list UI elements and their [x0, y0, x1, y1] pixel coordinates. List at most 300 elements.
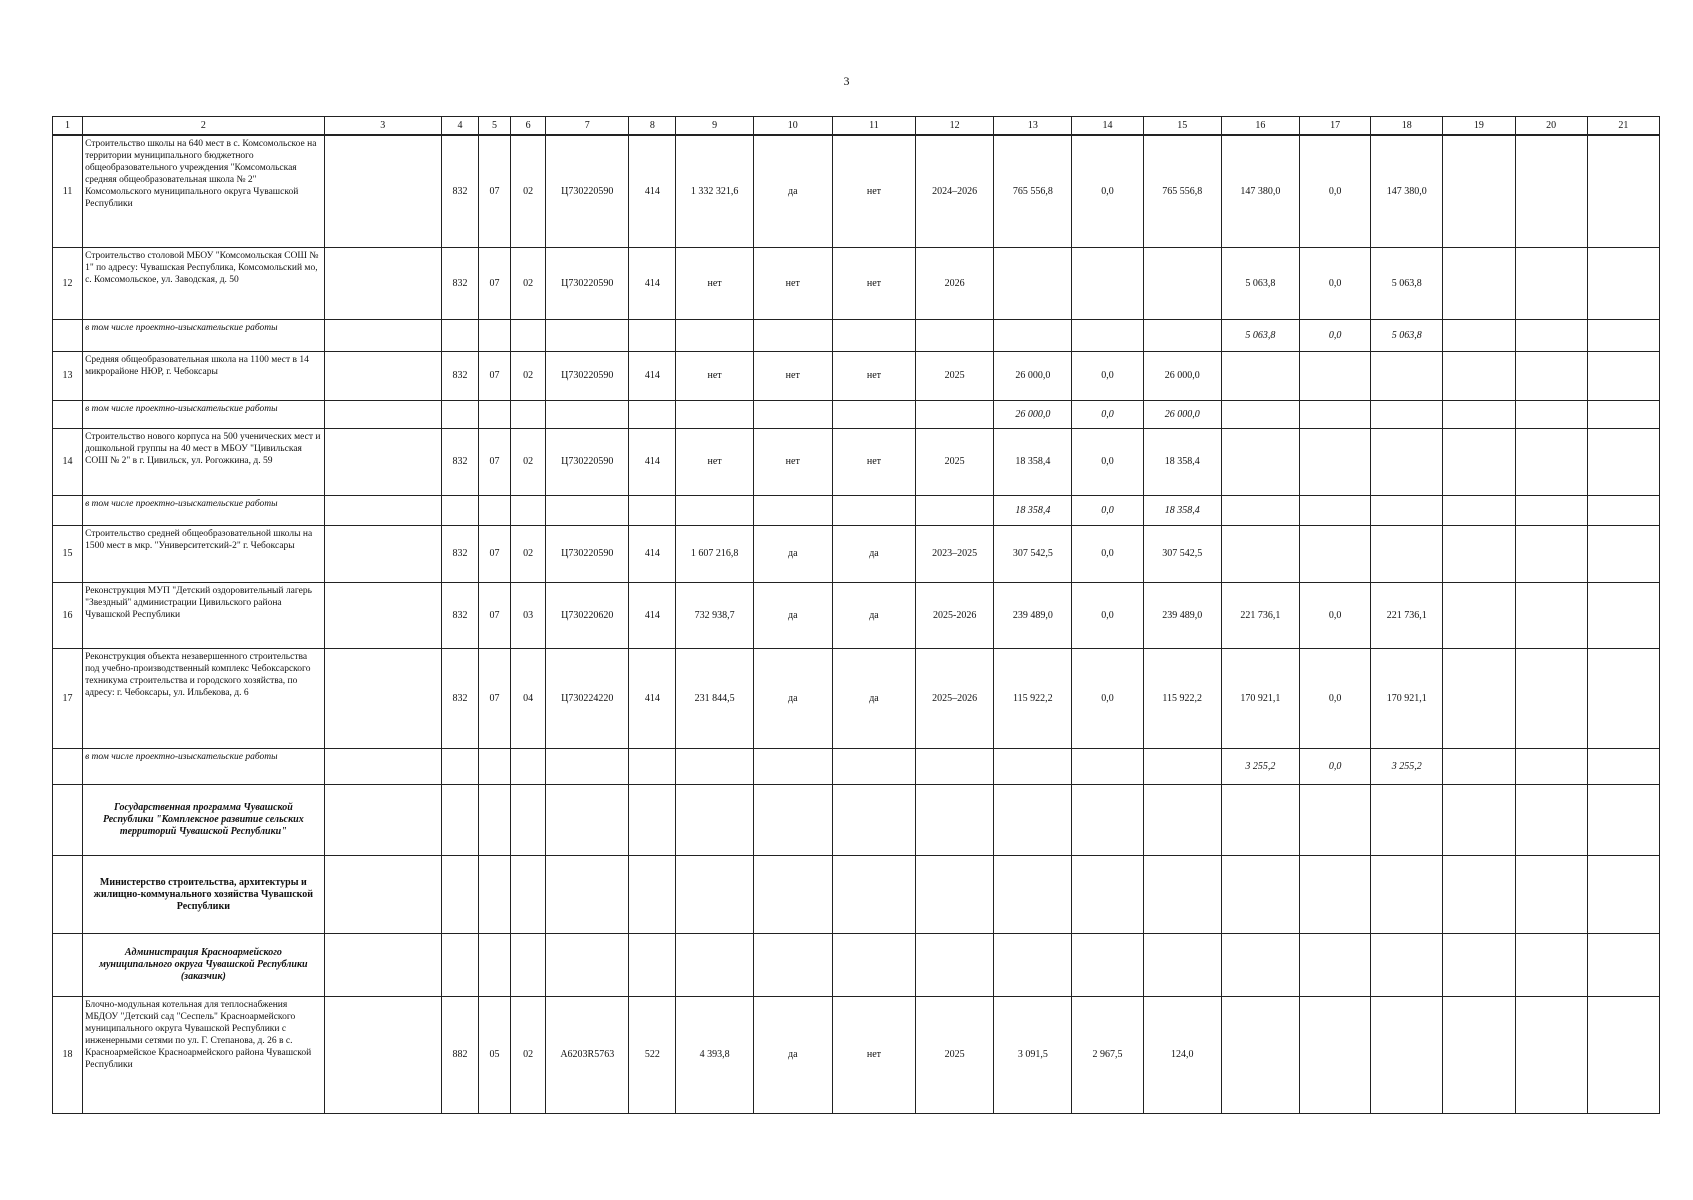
- cell-col-10: [753, 320, 832, 352]
- cell-col-19: [1443, 429, 1515, 496]
- cell-col-21: [1587, 248, 1659, 320]
- cell-col-10: да: [753, 997, 832, 1114]
- cell-col-20: [1515, 785, 1587, 856]
- cell-col-12: [916, 496, 994, 526]
- cell-col-6: 02: [511, 352, 546, 401]
- cell-col-16: 147 380,0: [1221, 135, 1299, 248]
- cell-col-5: [479, 749, 511, 785]
- cell-col-15: 765 556,8: [1143, 135, 1221, 248]
- cell-col-18: [1371, 496, 1443, 526]
- cell-col-20: [1515, 401, 1587, 429]
- cell-col-13: 307 542,5: [994, 526, 1072, 583]
- cell-col-8: 414: [629, 429, 676, 496]
- cell-col-19: [1443, 248, 1515, 320]
- cell-col-10: [753, 401, 832, 429]
- cell-col-12: [916, 934, 994, 997]
- object-name-cell: в том числе проектно-изыскательские работы: [83, 320, 325, 352]
- row-number-cell: [53, 320, 83, 352]
- object-name-cell: Реконструкция МУП "Детский оздоровительный лагерь "Звездный" администрации Цивильского района Чувашской Республики: [83, 583, 325, 649]
- cell-col-6: [511, 749, 546, 785]
- row-number-cell: 13: [53, 352, 83, 401]
- cell-col-13: 26 000,0: [994, 401, 1072, 429]
- cell-col-10: [753, 496, 832, 526]
- cell-col-20: [1515, 749, 1587, 785]
- cell-col-17: [1299, 429, 1370, 496]
- cell-col-8: [629, 934, 676, 997]
- cell-col-15: 18 358,4: [1143, 429, 1221, 496]
- header-cell-11: 11: [832, 117, 915, 136]
- cell-col-14: [1072, 856, 1143, 934]
- cell-col-3: [324, 248, 441, 320]
- cell-col-7: [546, 320, 629, 352]
- cell-col-9: [676, 496, 753, 526]
- header-cell-21: 21: [1587, 117, 1659, 136]
- cell-col-5: 07: [479, 248, 511, 320]
- cell-col-7: Ц730224220: [546, 649, 629, 749]
- row-number-cell: 12: [53, 248, 83, 320]
- object-name-cell: в том числе проектно-изыскательские работы: [83, 401, 325, 429]
- header-cell-16: 16: [1221, 117, 1299, 136]
- cell-col-7: [546, 496, 629, 526]
- cell-col-5: 07: [479, 429, 511, 496]
- cell-col-14: 0,0: [1072, 135, 1143, 248]
- cell-col-18: [1371, 429, 1443, 496]
- header-cell-3: 3: [324, 117, 441, 136]
- cell-col-3: [324, 401, 441, 429]
- row-number-cell: 17: [53, 649, 83, 749]
- cell-col-11: [832, 401, 915, 429]
- cell-col-19: [1443, 352, 1515, 401]
- cell-col-4: [441, 496, 478, 526]
- cell-col-18: [1371, 352, 1443, 401]
- cell-col-9: 1 332 321,6: [676, 135, 753, 248]
- cell-col-7: Ц730220590: [546, 248, 629, 320]
- cell-col-12: 2025: [916, 352, 994, 401]
- cell-col-9: [676, 934, 753, 997]
- cell-col-11: нет: [832, 248, 915, 320]
- object-name-cell: Министерство строительства, архитектуры и жилищно-коммунального хозяйства Чувашской Республики: [83, 856, 325, 934]
- cell-col-13: [994, 320, 1072, 352]
- cell-col-8: [629, 320, 676, 352]
- cell-col-16: [1221, 785, 1299, 856]
- cell-col-11: [832, 749, 915, 785]
- cell-col-9: [676, 401, 753, 429]
- cell-col-6: [511, 496, 546, 526]
- cell-col-20: [1515, 526, 1587, 583]
- cell-col-11: [832, 320, 915, 352]
- cell-col-6: 02: [511, 997, 546, 1114]
- cell-col-15: 239 489,0: [1143, 583, 1221, 649]
- header-cell-4: 4: [441, 117, 478, 136]
- cell-col-18: [1371, 785, 1443, 856]
- cell-col-20: [1515, 248, 1587, 320]
- row-number-cell: [53, 749, 83, 785]
- cell-col-19: [1443, 785, 1515, 856]
- cell-col-3: [324, 997, 441, 1114]
- cell-col-18: [1371, 856, 1443, 934]
- object-name-cell: в том числе проектно-изыскательские работы: [83, 749, 325, 785]
- cell-col-4: 832: [441, 352, 478, 401]
- cell-col-10: да: [753, 649, 832, 749]
- table-row: [53, 749, 1660, 785]
- table-row: [53, 997, 1660, 1114]
- table-row: [53, 526, 1660, 583]
- row-number-cell: 14: [53, 429, 83, 496]
- cell-col-5: 07: [479, 526, 511, 583]
- cell-col-11: нет: [832, 429, 915, 496]
- cell-col-6: 02: [511, 135, 546, 248]
- cell-col-12: 2025: [916, 429, 994, 496]
- table-row: [53, 856, 1660, 934]
- table-row: [53, 429, 1660, 496]
- cell-col-5: 07: [479, 135, 511, 248]
- cell-col-12: [916, 401, 994, 429]
- header-cell-7: 7: [546, 117, 629, 136]
- cell-col-13: [994, 785, 1072, 856]
- table-row: [53, 135, 1660, 248]
- cell-col-9: 231 844,5: [676, 649, 753, 749]
- header-cell-18: 18: [1371, 117, 1443, 136]
- table-row: [53, 320, 1660, 352]
- cell-col-9: нет: [676, 248, 753, 320]
- cell-col-6: [511, 401, 546, 429]
- cell-col-3: [324, 526, 441, 583]
- cell-col-14: 0,0: [1072, 583, 1143, 649]
- cell-col-16: 5 063,8: [1221, 320, 1299, 352]
- cell-col-16: 3 255,2: [1221, 749, 1299, 785]
- cell-col-12: 2024–2026: [916, 135, 994, 248]
- cell-col-3: [324, 749, 441, 785]
- table-row: [53, 248, 1660, 320]
- cell-col-19: [1443, 135, 1515, 248]
- cell-col-9: 732 938,7: [676, 583, 753, 649]
- cell-col-9: 1 607 216,8: [676, 526, 753, 583]
- cell-col-5: [479, 320, 511, 352]
- cell-col-15: [1143, 749, 1221, 785]
- cell-col-13: 18 358,4: [994, 496, 1072, 526]
- cell-col-11: [832, 934, 915, 997]
- cell-col-15: 18 358,4: [1143, 496, 1221, 526]
- cell-col-13: [994, 749, 1072, 785]
- cell-col-3: [324, 135, 441, 248]
- object-name-cell: Блочно-модульная котельная для теплоснабжения МБДОУ "Детский сад "Сеспель" Красноармейского муниципального округа Чувашской Республики с инженерными сетями по ул. Г. Степанова, д. 26 в с. Красноармейское Красноармейского района Чувашской Республики: [83, 997, 325, 1114]
- cell-col-11: да: [832, 526, 915, 583]
- cell-col-14: 0,0: [1072, 352, 1143, 401]
- cell-col-8: [629, 749, 676, 785]
- cell-col-5: [479, 785, 511, 856]
- table-row: [53, 401, 1660, 429]
- cell-col-17: [1299, 785, 1370, 856]
- cell-col-7: А6203R5763: [546, 997, 629, 1114]
- cell-col-4: 832: [441, 135, 478, 248]
- cell-col-16: [1221, 997, 1299, 1114]
- cell-col-14: [1072, 749, 1143, 785]
- cell-col-10: нет: [753, 352, 832, 401]
- cell-col-13: 765 556,8: [994, 135, 1072, 248]
- cell-col-12: 2023–2025: [916, 526, 994, 583]
- cell-col-11: [832, 496, 915, 526]
- cell-col-10: [753, 749, 832, 785]
- cell-col-12: 2026: [916, 248, 994, 320]
- cell-col-21: [1587, 401, 1659, 429]
- cell-col-13: 3 091,5: [994, 997, 1072, 1114]
- cell-col-11: [832, 856, 915, 934]
- header-cell-13: 13: [994, 117, 1072, 136]
- object-name-cell: Администрация Красноармейского муниципального округа Чувашской Республики (заказчик): [83, 934, 325, 997]
- cell-col-13: 115 922,2: [994, 649, 1072, 749]
- cell-col-3: [324, 785, 441, 856]
- cell-col-14: 0,0: [1072, 496, 1143, 526]
- cell-col-3: [324, 583, 441, 649]
- cell-col-21: [1587, 997, 1659, 1114]
- cell-col-20: [1515, 583, 1587, 649]
- cell-col-7: Ц730220590: [546, 526, 629, 583]
- cell-col-5: 07: [479, 583, 511, 649]
- cell-col-17: 0,0: [1299, 649, 1370, 749]
- object-name-cell: Строительство школы на 640 мест в с. Комсомольское на территории муниципального бюджетного общеобразовательного учреждения "Комсомольская средняя общеобразовательная школа № 2" Комсомольского муниципального округа Чувашской Республики: [83, 135, 325, 248]
- cell-col-9: [676, 749, 753, 785]
- cell-col-8: [629, 401, 676, 429]
- cell-col-4: 832: [441, 649, 478, 749]
- cell-col-21: [1587, 496, 1659, 526]
- header-cell-14: 14: [1072, 117, 1143, 136]
- cell-col-19: [1443, 320, 1515, 352]
- cell-col-14: [1072, 934, 1143, 997]
- cell-col-7: [546, 749, 629, 785]
- cell-col-12: [916, 320, 994, 352]
- cell-col-17: [1299, 496, 1370, 526]
- construction-objects-table: [52, 116, 1660, 1114]
- table-row: [53, 583, 1660, 649]
- cell-col-17: 0,0: [1299, 583, 1370, 649]
- header-cell-19: 19: [1443, 117, 1515, 136]
- cell-col-8: 414: [629, 352, 676, 401]
- cell-col-4: [441, 320, 478, 352]
- table-row: [53, 649, 1660, 749]
- cell-col-4: 832: [441, 526, 478, 583]
- cell-col-17: 0,0: [1299, 320, 1370, 352]
- cell-col-16: [1221, 526, 1299, 583]
- cell-col-20: [1515, 135, 1587, 248]
- cell-col-21: [1587, 583, 1659, 649]
- cell-col-9: [676, 320, 753, 352]
- cell-col-5: [479, 401, 511, 429]
- cell-col-19: [1443, 649, 1515, 749]
- cell-col-18: [1371, 526, 1443, 583]
- table-row: [53, 934, 1660, 997]
- cell-col-10: да: [753, 583, 832, 649]
- object-name-cell: Реконструкция объекта незавершенного строительства под учебно-производственный комплекс Чебоксарского техникума строительства и городского хозяйства, по адресу: г. Чебоксары, ул. Ильбекова, д. 6: [83, 649, 325, 749]
- cell-col-19: [1443, 934, 1515, 997]
- header-cell-6: 6: [511, 117, 546, 136]
- cell-col-18: 3 255,2: [1371, 749, 1443, 785]
- cell-col-15: 115 922,2: [1143, 649, 1221, 749]
- row-number-cell: 16: [53, 583, 83, 649]
- cell-col-6: 03: [511, 583, 546, 649]
- cell-col-19: [1443, 496, 1515, 526]
- cell-col-4: [441, 856, 478, 934]
- cell-col-16: 170 921,1: [1221, 649, 1299, 749]
- cell-col-10: нет: [753, 248, 832, 320]
- cell-col-6: 02: [511, 526, 546, 583]
- cell-col-8: 414: [629, 248, 676, 320]
- cell-col-17: 0,0: [1299, 749, 1370, 785]
- cell-col-9: [676, 785, 753, 856]
- cell-col-17: [1299, 856, 1370, 934]
- cell-col-8: 414: [629, 649, 676, 749]
- cell-col-8: 414: [629, 135, 676, 248]
- cell-col-8: 522: [629, 997, 676, 1114]
- cell-col-6: [511, 785, 546, 856]
- cell-col-13: 26 000,0: [994, 352, 1072, 401]
- row-number-cell: [53, 934, 83, 997]
- cell-col-21: [1587, 649, 1659, 749]
- cell-col-4: [441, 401, 478, 429]
- cell-col-18: 221 736,1: [1371, 583, 1443, 649]
- cell-col-20: [1515, 934, 1587, 997]
- cell-col-19: [1443, 583, 1515, 649]
- cell-col-6: [511, 856, 546, 934]
- cell-col-7: Ц730220590: [546, 352, 629, 401]
- cell-col-4: [441, 934, 478, 997]
- cell-col-14: [1072, 320, 1143, 352]
- cell-col-12: 2025-2026: [916, 583, 994, 649]
- cell-col-18: 5 063,8: [1371, 248, 1443, 320]
- cell-col-4: [441, 785, 478, 856]
- row-number-cell: 15: [53, 526, 83, 583]
- cell-col-20: [1515, 429, 1587, 496]
- cell-col-14: 0,0: [1072, 429, 1143, 496]
- cell-col-6: 04: [511, 649, 546, 749]
- cell-col-18: [1371, 997, 1443, 1114]
- cell-col-3: [324, 496, 441, 526]
- cell-col-5: [479, 856, 511, 934]
- cell-col-6: 02: [511, 248, 546, 320]
- cell-col-3: [324, 320, 441, 352]
- cell-col-3: [324, 934, 441, 997]
- cell-col-8: [629, 785, 676, 856]
- cell-col-11: нет: [832, 997, 915, 1114]
- cell-col-18: 5 063,8: [1371, 320, 1443, 352]
- object-name-cell: в том числе проектно-изыскательские работы: [83, 496, 325, 526]
- row-number-cell: 11: [53, 135, 83, 248]
- cell-col-8: 414: [629, 526, 676, 583]
- cell-col-16: [1221, 496, 1299, 526]
- cell-col-6: 02: [511, 429, 546, 496]
- object-name-cell: Средняя общеобразовательная школа на 1100 мест в 14 микрорайоне НЮР, г. Чебоксары: [83, 352, 325, 401]
- object-name-cell: Государственная программа Чувашской Республики "Комплексное развитие сельских территорий Чувашской Республики": [83, 785, 325, 856]
- row-number-cell: [53, 401, 83, 429]
- cell-col-16: [1221, 429, 1299, 496]
- cell-col-15: 307 542,5: [1143, 526, 1221, 583]
- cell-col-7: [546, 934, 629, 997]
- cell-col-12: [916, 856, 994, 934]
- cell-col-10: [753, 856, 832, 934]
- row-number-cell: 18: [53, 997, 83, 1114]
- cell-col-14: 2 967,5: [1072, 997, 1143, 1114]
- header-cell-15: 15: [1143, 117, 1221, 136]
- cell-col-19: [1443, 856, 1515, 934]
- cell-col-13: [994, 934, 1072, 997]
- cell-col-19: [1443, 749, 1515, 785]
- cell-col-16: 221 736,1: [1221, 583, 1299, 649]
- header-cell-1: 1: [53, 117, 83, 136]
- cell-col-17: [1299, 352, 1370, 401]
- table-row: [53, 785, 1660, 856]
- cell-col-16: 5 063,8: [1221, 248, 1299, 320]
- header-cell-9: 9: [676, 117, 753, 136]
- cell-col-9: нет: [676, 352, 753, 401]
- cell-col-15: [1143, 320, 1221, 352]
- cell-col-7: Ц730220590: [546, 429, 629, 496]
- object-name-cell: Строительство средней общеобразовательной школы на 1500 мест в мкр. "Университетский-2" г. Чебоксары: [83, 526, 325, 583]
- cell-col-20: [1515, 496, 1587, 526]
- cell-col-21: [1587, 749, 1659, 785]
- cell-col-11: нет: [832, 135, 915, 248]
- cell-col-21: [1587, 135, 1659, 248]
- cell-col-17: [1299, 934, 1370, 997]
- cell-col-19: [1443, 526, 1515, 583]
- cell-col-21: [1587, 526, 1659, 583]
- cell-col-14: 0,0: [1072, 526, 1143, 583]
- cell-col-5: 07: [479, 352, 511, 401]
- cell-col-15: 124,0: [1143, 997, 1221, 1114]
- cell-col-10: [753, 934, 832, 997]
- cell-col-15: 26 000,0: [1143, 352, 1221, 401]
- row-number-cell: [53, 856, 83, 934]
- cell-col-15: [1143, 785, 1221, 856]
- cell-col-14: 0,0: [1072, 649, 1143, 749]
- header-cell-8: 8: [629, 117, 676, 136]
- cell-col-9: нет: [676, 429, 753, 496]
- cell-col-11: [832, 785, 915, 856]
- cell-col-10: да: [753, 526, 832, 583]
- cell-col-21: [1587, 320, 1659, 352]
- cell-col-7: [546, 401, 629, 429]
- cell-col-18: [1371, 934, 1443, 997]
- cell-col-10: да: [753, 135, 832, 248]
- cell-col-18: 170 921,1: [1371, 649, 1443, 749]
- cell-col-3: [324, 352, 441, 401]
- header-cell-12: 12: [916, 117, 994, 136]
- cell-col-13: 239 489,0: [994, 583, 1072, 649]
- cell-col-4: 832: [441, 248, 478, 320]
- cell-col-13: [994, 248, 1072, 320]
- cell-col-12: [916, 785, 994, 856]
- row-number-cell: [53, 785, 83, 856]
- cell-col-17: [1299, 997, 1370, 1114]
- cell-col-17: 0,0: [1299, 248, 1370, 320]
- cell-col-20: [1515, 856, 1587, 934]
- header-cell-17: 17: [1299, 117, 1370, 136]
- cell-col-15: [1143, 248, 1221, 320]
- cell-col-21: [1587, 429, 1659, 496]
- table-row: [53, 496, 1660, 526]
- cell-col-11: нет: [832, 352, 915, 401]
- cell-col-13: 18 358,4: [994, 429, 1072, 496]
- header-row: [53, 117, 1660, 136]
- cell-col-10: нет: [753, 429, 832, 496]
- cell-col-5: 05: [479, 997, 511, 1114]
- cell-col-3: [324, 429, 441, 496]
- cell-col-19: [1443, 401, 1515, 429]
- cell-col-14: [1072, 248, 1143, 320]
- cell-col-20: [1515, 320, 1587, 352]
- cell-col-15: [1143, 856, 1221, 934]
- cell-col-10: [753, 785, 832, 856]
- cell-col-3: [324, 649, 441, 749]
- cell-col-4: 832: [441, 429, 478, 496]
